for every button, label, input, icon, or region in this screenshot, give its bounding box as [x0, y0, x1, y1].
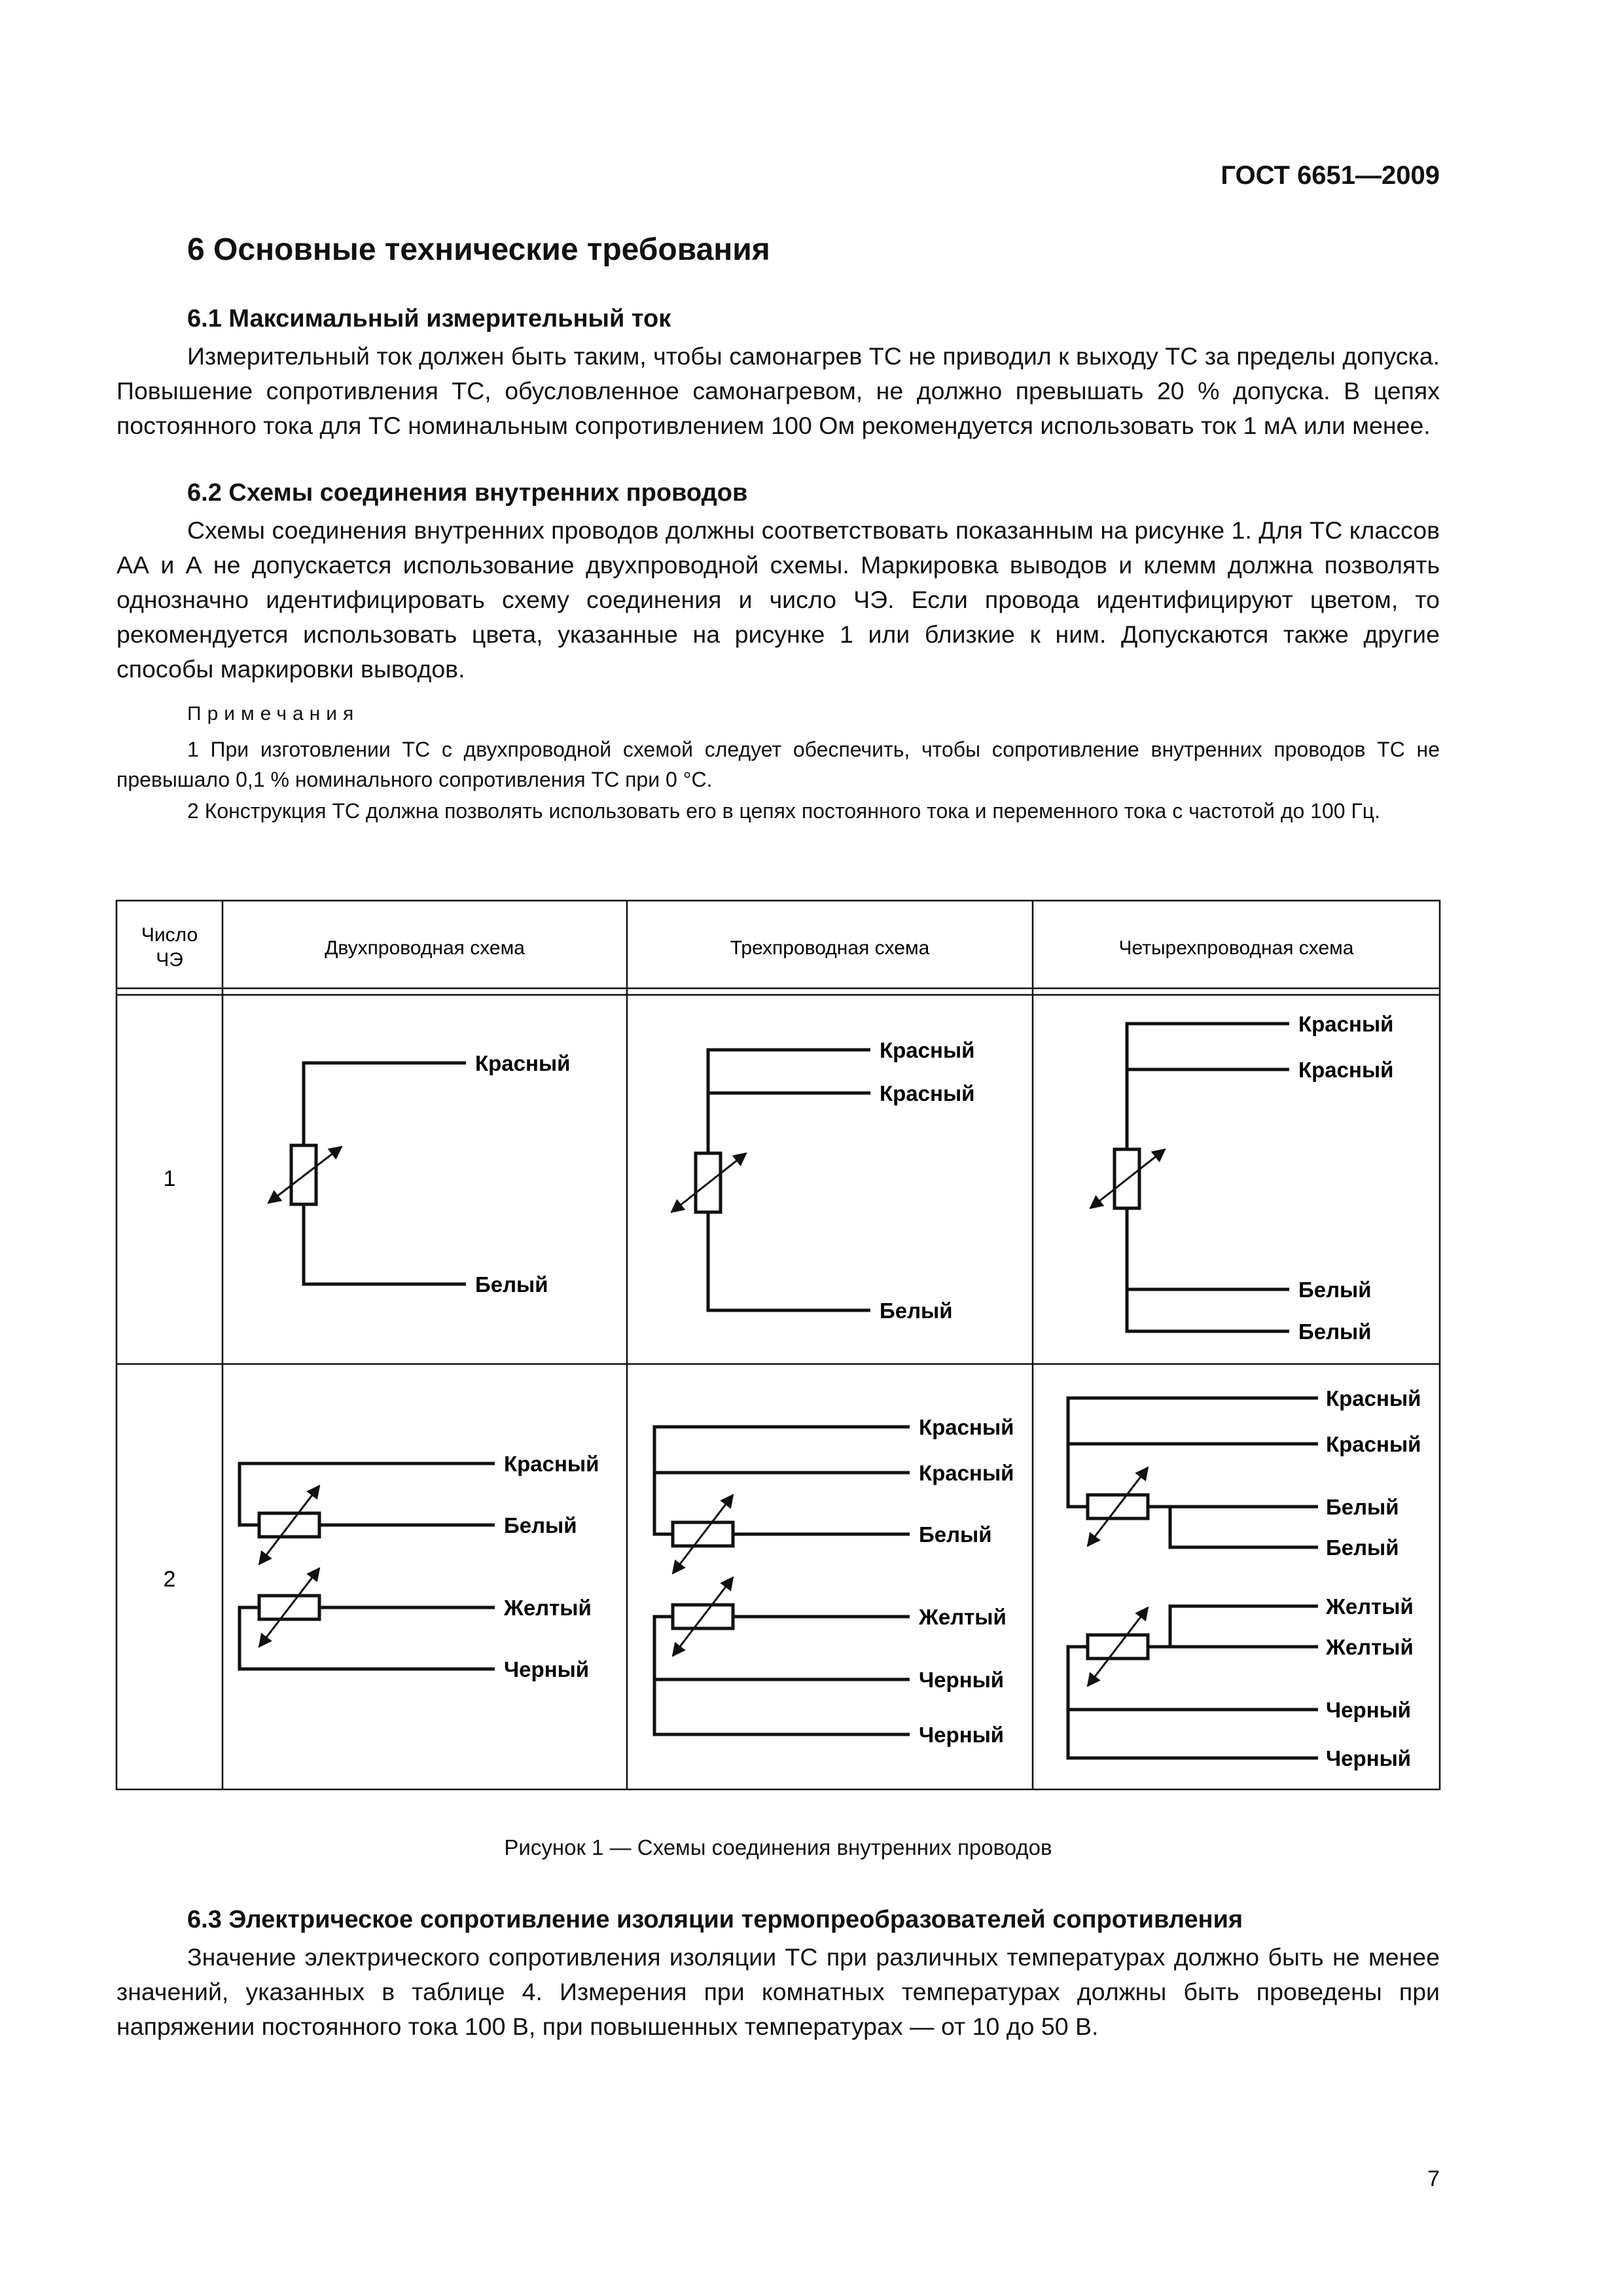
diagram-two-wire-1 [268, 1051, 570, 1297]
row-label-1: 1 [163, 1166, 176, 1191]
header-count-line2: ЧЭ [156, 949, 183, 971]
wire-label: Красный [880, 1038, 975, 1062]
wire-label: Белый [1298, 1319, 1372, 1344]
document-code: ГОСТ 6651—2009 [1221, 161, 1440, 190]
note-1: 1 При изготовлении ТС с двухпроводной схемой следует обеспечить, чтобы сопротивление внутренних проводов ТС не превышало 0,1 % номинального сопротивления ТС при 0 °С. [116, 738, 1440, 791]
wire-label: Черный [504, 1657, 590, 1681]
wire-label: Белый [1326, 1495, 1399, 1519]
header-count-line1: Число [141, 924, 198, 946]
wire-label: Черный [919, 1723, 1005, 1747]
diagram-four-wire-2 [1068, 1386, 1421, 1770]
header-four-wire: Четырехпроводная схема [1118, 937, 1354, 959]
wire-label: Красный [475, 1051, 571, 1075]
wire-label: Белый [919, 1522, 992, 1547]
figure-table-grid [116, 901, 1440, 1789]
subsection-6-2-title: 6.2 Схемы соединения внутренних проводов [187, 479, 748, 507]
diagram-three-wire-2 [654, 1415, 1014, 1747]
wire-label: Красный [1326, 1386, 1421, 1410]
wire-label: Белый [1298, 1278, 1372, 1302]
subsection-6-3-text: Значение электрического сопротивления изоляции ТС при различных температурах должно быть не менее значений, указанных в таблице 4. Измерения при комнатных температурах должны быть проведены при напряжении постоянного тока 100 В, при повышенных температурах — от 10 до 50 В. [116, 1943, 1440, 2040]
subsection-6-2-text: Схемы соединения внутренних проводов должны соответствовать показанным на рисунке 1. Для ТС классов АА и А не допускается использование двухпроводной схемы. Маркировка выводов и клемм должна позволять однозначно идентифицировать схему соединения и число ЧЭ. Если провода идентифицируют цветом, то рекомендуется использовать цвета, указанные на рисунке 1 или близкие к ним. Допускаются также другие способы маркировки выводов. [116, 516, 1440, 683]
note-2: 2 Конструкция ТС должна позволять использовать его в цепях постоянного тока и переменного тока с частотой до 100 Гц. [187, 799, 1380, 823]
wire-label: Красный [919, 1415, 1014, 1439]
row-label-2: 2 [163, 1567, 176, 1592]
wire-label: Желтый [1326, 1635, 1414, 1659]
wire-label: Черный [1326, 1746, 1412, 1770]
subsection-6-1-title: 6.1 Максимальный измерительный ток [187, 305, 671, 332]
wire-label: Белый [475, 1272, 548, 1297]
wire-label: Желтый [1326, 1594, 1414, 1619]
wire-label: Желтый [919, 1605, 1007, 1629]
wire-label: Белый [504, 1513, 577, 1537]
header-three-wire: Трехпроводная схема [730, 937, 930, 959]
wire-label: Красный [1298, 1012, 1394, 1036]
diagram-three-wire-1 [671, 1038, 974, 1323]
page-number: 7 [1427, 2166, 1440, 2191]
section-title: 6 Основные технические требования [187, 232, 770, 267]
figure-caption: Рисунок 1 — Схемы соединения внутренних проводов [504, 1835, 1052, 1859]
wire-label: Желтый [504, 1596, 592, 1620]
wire-label: Черный [919, 1668, 1005, 1692]
subsection-6-1-text: Измерительный ток должен быть таким, чтобы самонагрев ТС не приводил к выходу ТС за пределы допуска. Повышение сопротивления ТС, обусловленное самонагревом, не должно превышать 20 % допуска. В цепях постоянного тока для ТС номинальным сопротивлением 100 Ом рекомендуется использовать ток 1 мА или менее. [116, 342, 1440, 439]
wire-label: Красный [1326, 1432, 1421, 1456]
wire-label: Белый [1326, 1535, 1399, 1560]
diagram-four-wire-1 [1090, 1012, 1393, 1344]
wire-label: Белый [880, 1299, 953, 1323]
header-two-wire: Двухпроводная схема [325, 937, 525, 959]
subsection-6-3-title: 6.3 Электрическое сопротивление изоляции термопреобразователей сопротивления [187, 1906, 1243, 1933]
wire-label: Красный [1298, 1058, 1394, 1082]
diagram-two-wire-2 [240, 1452, 599, 1681]
wire-label: Красный [504, 1452, 599, 1476]
wire-label: Черный [1326, 1698, 1412, 1722]
notes-title: Примечания [187, 703, 360, 725]
wire-label: Красный [919, 1461, 1014, 1485]
wire-label: Красный [880, 1081, 975, 1105]
